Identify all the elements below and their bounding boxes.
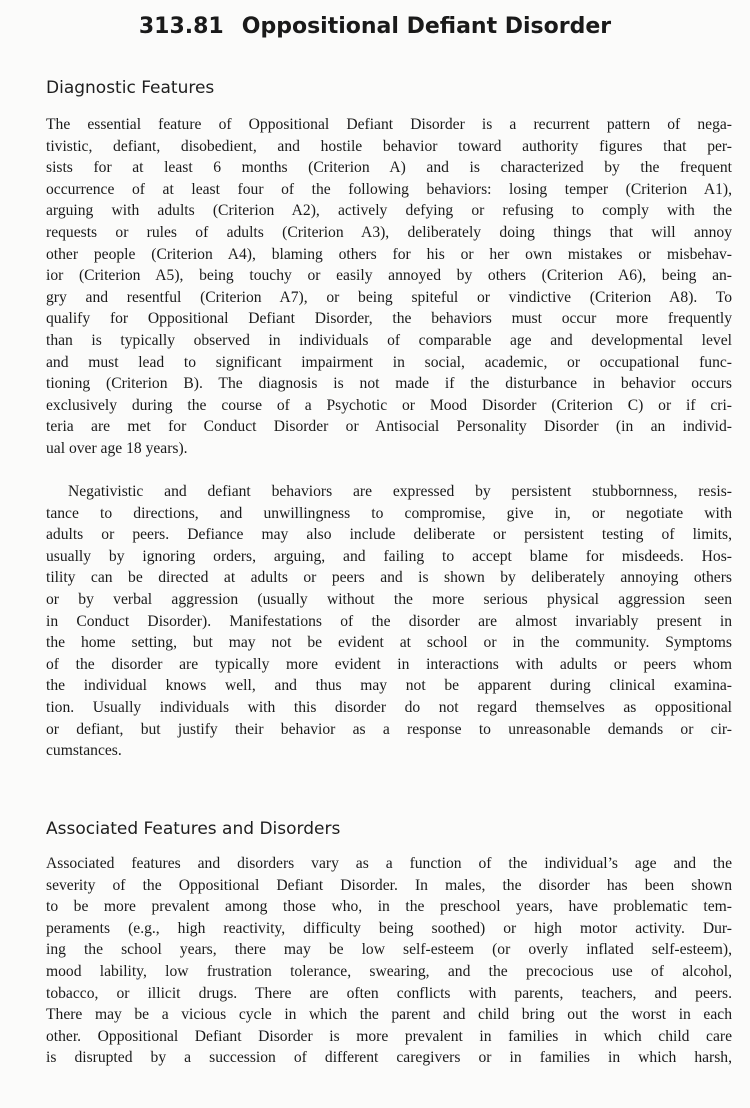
text-line: is disrupted by a succession of different caregivers or in families in which harsh, xyxy=(46,1049,732,1067)
title-number: 313.81 xyxy=(138,14,224,39)
text-line: occurrence of at least four of the following behaviors: losing temper (Criterion A1), xyxy=(46,180,732,198)
text-line: gry and resentful (Criterion A7), or being spiteful or vindictive (Criterion A8). To xyxy=(46,288,732,306)
text-line: requests or rules of adults (Criterion A3), deliberately doing things that will annoy xyxy=(46,223,732,241)
text-line: mood lability, low frustration tolerance, swearing, and the precocious use of alcohol, xyxy=(46,962,732,980)
section-heading-associated-features: Associated Features and Disorders xyxy=(46,819,341,839)
text-line: and must lead to significant impairment in social, academic, or occupational func- xyxy=(46,353,732,371)
text-line: the individual knows well, and thus may not be apparent during clinical examina- xyxy=(46,677,732,695)
text-line: exclusively during the course of a Psychotic or Mood Disorder (Criterion C) or if cri- xyxy=(46,396,732,414)
text-line: There may be a vicious cycle in which the parent and child bring out the worst in each xyxy=(46,1006,732,1024)
paragraph-diagnostic-1 xyxy=(46,114,732,460)
text-line: qualify for Oppositional Defiant Disorder, the behaviors must occur more frequently xyxy=(46,310,732,328)
text-line: sists for at least 6 months (Criterion A) and is characterized by the frequent xyxy=(46,159,732,177)
text-line: or defiant, but justify their behavior as a response to unreasonable demands or cir- xyxy=(46,720,732,738)
text-line: in Conduct Disorder). Manifestations of the disorder are almost invariably present in xyxy=(46,612,732,630)
text-line: adults or peers. Defiance may also include deliberate or persistent testing of limits, xyxy=(46,526,732,544)
text-line: Negativistic and defiant behaviors are expressed by persistent stubbornness, resis- xyxy=(68,483,732,500)
text-line: or by verbal aggression (usually without the more serious physical aggression seen xyxy=(46,590,732,608)
text-line: tivistic, defiant, disobedient, and hostile behavior toward authority figures that per- xyxy=(46,137,732,155)
text-line: teria are met for Conduct Disorder or Antisocial Personality Disorder (in an individ- xyxy=(46,418,732,436)
text-line: Associated features and disorders vary as a function of the individual’s age and the xyxy=(46,855,732,872)
text-line: tility can be directed at adults or peers and is shown by deliberately annoying others xyxy=(46,569,732,587)
text-line: tioning (Criterion B). The diagnosis is not made if the disturbance in behavior occurs xyxy=(46,375,732,393)
text-line: severity of the Oppositional Defiant Disorder. In males, the disorder has been shown xyxy=(46,876,732,894)
paragraph-associated-1 xyxy=(46,853,732,1069)
page-title xyxy=(0,14,750,39)
text-line: other. Oppositional Defiant Disorder is more prevalent in families in which child care xyxy=(46,1027,732,1045)
title-text: Oppositional Defiant Disorder xyxy=(241,14,612,39)
text-line: the home setting, but may not be evident at school or in the community. Symptoms xyxy=(46,634,732,652)
text-line: The essential feature of Oppositional Defiant Disorder is a recurrent pattern of nega- xyxy=(46,116,732,133)
text-line: ual over age 18 years). xyxy=(46,439,188,457)
paragraph-diagnostic-2 xyxy=(46,481,732,762)
text-line: ior (Criterion A5), being touchy or easily annoyed by others (Criterion A6), being an- xyxy=(46,267,732,285)
text-line: tance to directions, and unwillingness to compromise, give in, or negotiate with xyxy=(46,504,732,522)
text-line: tobacco, or illicit drugs. There are often conflicts with parents, teachers, and peers. xyxy=(46,984,732,1002)
text-line: of the disorder are typically more evident in interactions with adults or peers whom xyxy=(46,655,732,673)
text-line: usually by ignoring orders, arguing, and failing to accept blame for misdeeds. Hos- xyxy=(46,547,732,565)
text-line: to be more prevalent among those who, in the preschool years, have problematic tem- xyxy=(46,898,732,916)
text-line: other people (Criterion A4), blaming others for his or her own mistakes or misbehav- xyxy=(46,245,732,263)
text-line: ing the school years, there may be low self-esteem (or overly inflated self-esteem), xyxy=(46,941,732,959)
text-line: than is typically observed in individuals of comparable age and developmental level xyxy=(46,331,732,349)
section-heading-diagnostic-features: Diagnostic Features xyxy=(46,78,215,98)
text-line: tion. Usually individuals with this disorder do not regard themselves as oppositional xyxy=(46,698,732,716)
text-line: cumstances. xyxy=(46,742,122,760)
text-line: peraments (e.g., high reactivity, difficulty being soothed) or high motor activity. Dur- xyxy=(46,919,732,937)
text-line: arguing with adults (Criterion A2), actively defying or refusing to comply with the xyxy=(46,202,732,220)
